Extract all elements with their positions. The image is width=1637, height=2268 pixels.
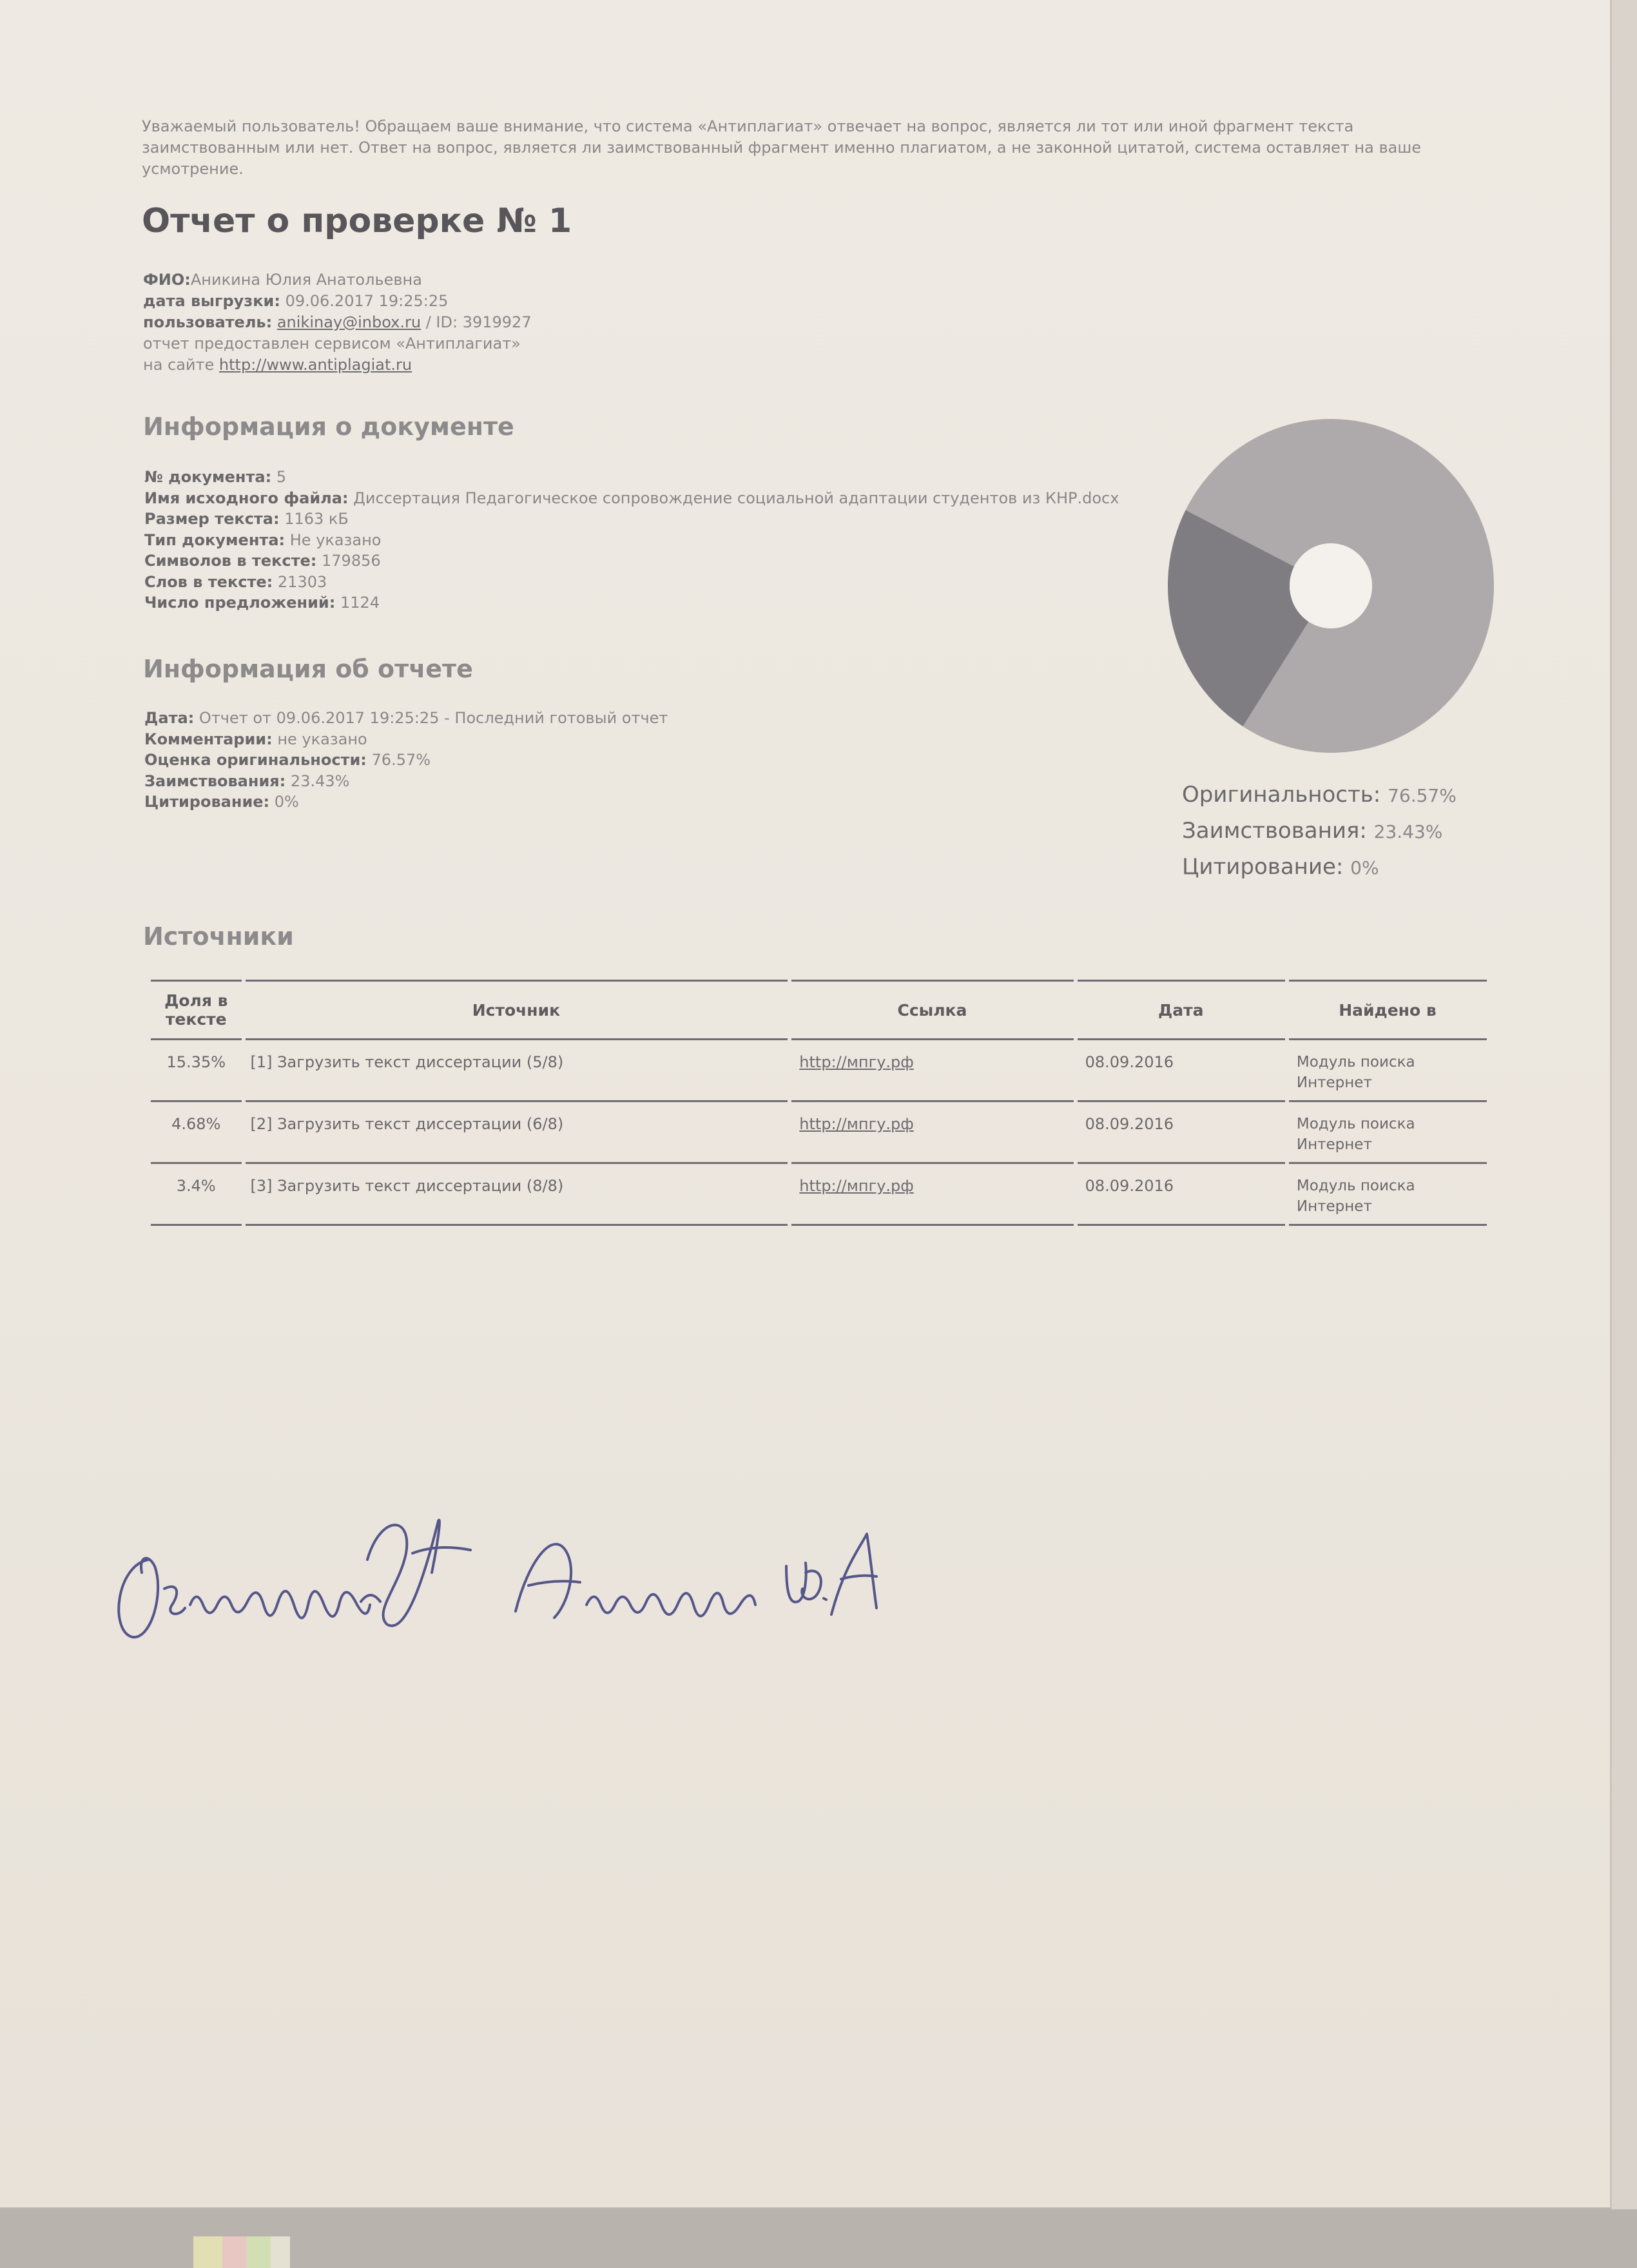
source-link-cell	[791, 1040, 1073, 1102]
info-field-label: Имя исходного файла:	[144, 489, 349, 507]
legend-label: Цитирование:	[1182, 854, 1344, 880]
meta-site	[143, 354, 532, 376]
source-link[interactable]: http://мпгу.рф	[799, 1177, 914, 1195]
info-field-label: Символов в тексте:	[144, 552, 317, 570]
info-field-value: 0%	[274, 793, 299, 811]
sources-header-row	[151, 980, 1487, 1040]
info-field-label: Размер текста:	[144, 510, 280, 528]
source-found-in-cell	[1289, 1164, 1487, 1226]
info-field	[144, 509, 1119, 530]
info-field	[144, 708, 668, 729]
info-field	[144, 467, 1119, 488]
source-date-cell	[1078, 1164, 1285, 1226]
site-url-link[interactable]: http://www.antiplagiat.ru	[218, 356, 412, 374]
source-date: 08.09.2016	[1085, 1053, 1174, 1071]
legend-label: Заимствования:	[1182, 818, 1367, 844]
info-field	[144, 592, 1119, 614]
sources-table	[147, 980, 1491, 1226]
source-found-in: Модуль поиска Интернет	[1296, 1054, 1415, 1091]
source-found-in-cell	[1289, 1102, 1487, 1164]
info-field	[144, 550, 1119, 572]
table-row	[151, 1164, 1487, 1226]
info-field-value: 76.57%	[371, 751, 431, 769]
info-field-label: Комментарии:	[144, 730, 273, 748]
info-field-label: Цитирование:	[144, 793, 270, 811]
source-date-cell	[1078, 1040, 1285, 1102]
meta-export-date	[143, 291, 532, 312]
source-share: 3.4%	[176, 1177, 216, 1195]
col-source: Источник	[246, 980, 788, 1040]
sources-heading: Источники	[143, 922, 294, 951]
info-field	[144, 488, 1119, 509]
info-field-label: Заимствования:	[144, 771, 286, 790]
info-field-value: 23.43%	[290, 771, 350, 790]
info-field	[144, 750, 668, 771]
info-field-label: Тип документа:	[144, 530, 286, 549]
source-name: [3] Загрузить текст диссертации (8/8)	[250, 1177, 564, 1195]
info-field	[144, 791, 668, 813]
info-field	[144, 572, 1119, 593]
report-info-fields	[144, 708, 668, 813]
source-share-cell	[151, 1102, 242, 1164]
source-found-in-cell	[1289, 1040, 1487, 1102]
source-share-cell	[151, 1164, 242, 1226]
chart-legend	[1182, 777, 1457, 886]
meta-fio-value: Аникина Юлия Анатольевна	[190, 271, 422, 289]
user-email-link[interactable]: anikinay@inbox.ru	[276, 313, 421, 331]
legend-value: 76.57%	[1388, 785, 1457, 806]
source-share: 15.35%	[166, 1053, 226, 1071]
meta-fio-label: ФИО:	[143, 271, 191, 289]
doc-info-heading: Информация о документе	[143, 412, 514, 441]
info-field	[144, 771, 668, 792]
scanner-color-mark	[193, 2236, 290, 2268]
source-link[interactable]: http://мпгу.рф	[799, 1053, 914, 1071]
source-date: 08.09.2016	[1085, 1115, 1174, 1133]
legend-entry	[1182, 813, 1457, 849]
legend-label: Оригинальность:	[1182, 782, 1381, 808]
info-field-value: 179856	[322, 552, 381, 570]
meta-fio	[143, 269, 532, 291]
meta-user	[143, 312, 532, 333]
info-field-value: Диссертация Педагогическое сопровождение социальной адаптации студентов из КНР.docx	[353, 489, 1119, 507]
source-link-cell	[791, 1164, 1073, 1226]
source-name-cell	[246, 1164, 788, 1226]
info-field-value: 1124	[340, 594, 380, 612]
meta-export-label: дата выгрузки:	[143, 292, 280, 310]
info-field-label: Дата:	[144, 709, 195, 727]
info-field-value: 1163 кБ	[284, 510, 349, 528]
source-name: [2] Загрузить текст диссертации (6/8)	[250, 1115, 564, 1133]
doc-info-fields	[144, 467, 1119, 614]
meta-service: отчет предоставлен сервисом «Антиплагиат»	[143, 334, 521, 353]
source-name: [1] Загрузить текст диссертации (5/8)	[250, 1053, 564, 1071]
table-row	[151, 1040, 1487, 1102]
info-field	[144, 530, 1119, 551]
source-link[interactable]: http://мпгу.рф	[799, 1115, 914, 1133]
legend-entry	[1182, 849, 1457, 886]
info-field-value: не указано	[277, 730, 367, 748]
source-found-in: Модуль поиска Интернет	[1296, 1116, 1415, 1153]
col-date: Дата	[1078, 980, 1285, 1040]
meta-export-value: 09.06.2017 19:25:25	[285, 292, 449, 310]
col-link: Ссылка	[791, 980, 1073, 1040]
disclaimer-notice: Уважаемый пользователь! Обращаем ваше внимание, что система «Антиплагиат» отвечает на вопрос, является ли тот или иной фрагмент текста заимствованным или нет. Ответ на вопрос, является ли заимствованный фрагмент именно плагиатом, а не законной цитатой, система оставляет на ваше усмотрение.	[142, 117, 1422, 178]
legend-value: 23.43%	[1373, 821, 1443, 842]
col-found: Найдено в	[1289, 980, 1487, 1040]
info-field-label: № документа:	[144, 468, 272, 486]
report-title: Отчет о проверке № 1	[142, 202, 572, 240]
info-field-value: 5	[276, 468, 287, 486]
info-field-label: Слов в тексте:	[144, 572, 273, 591]
handwritten-signature	[103, 1476, 1199, 1669]
report-info-heading: Информация об отчете	[143, 655, 473, 683]
pie-center-hole	[1290, 543, 1372, 628]
source-found-in: Модуль поиска Интернет	[1296, 1178, 1415, 1215]
source-date: 08.09.2016	[1085, 1177, 1174, 1195]
col-share: Доля в тексте	[151, 980, 242, 1040]
legend-value: 0%	[1350, 857, 1379, 878]
source-link-cell	[791, 1102, 1073, 1164]
report-meta	[143, 269, 532, 376]
info-field	[144, 729, 668, 750]
info-field-value: Отчет от 09.06.2017 19:25:25 - Последний готовый отчет	[199, 709, 668, 727]
meta-user-id: / ID: 3919927	[421, 313, 532, 331]
info-field-label: Оценка оригинальности:	[144, 751, 367, 769]
table-row	[151, 1102, 1487, 1164]
info-field-label: Число предложений:	[144, 594, 336, 612]
info-field-value: 21303	[277, 572, 327, 591]
source-date-cell	[1078, 1102, 1285, 1164]
source-name-cell	[246, 1040, 788, 1102]
legend-entry	[1182, 777, 1457, 813]
originality-pie-chart	[1167, 418, 1495, 754]
source-share-cell	[151, 1040, 242, 1102]
info-field-value: Не указано	[289, 530, 382, 549]
meta-user-label: пользователь:	[143, 313, 273, 331]
source-name-cell	[246, 1102, 788, 1164]
source-share: 4.68%	[171, 1115, 221, 1133]
meta-site-prefix: на сайте	[143, 356, 219, 374]
signature-ink-icon	[103, 1476, 1199, 1669]
